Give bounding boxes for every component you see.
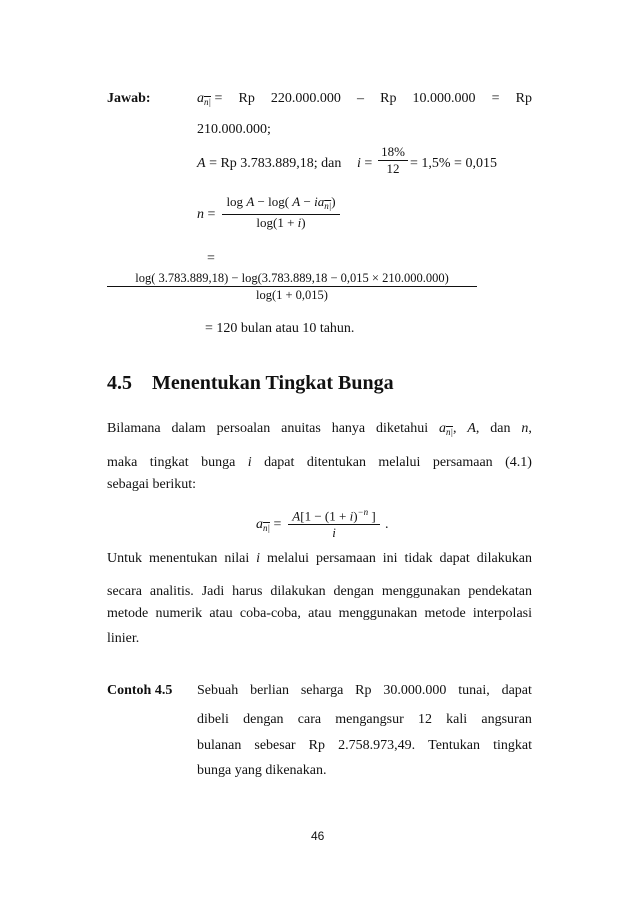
- A-value-line: A = Rp 3.783.889,18; dan: [197, 156, 342, 171]
- para2-line-4: linier.: [107, 631, 140, 646]
- para2-line-3: metode numerik atau coba-coba, atau menggunakan metode interpolasi: [107, 606, 532, 621]
- result-line: = 120 bulan atau 10 tahun.: [205, 321, 355, 336]
- formula-lhs: $a_{n|}$ =: [256, 517, 282, 533]
- intro-line-1: Bilamana dalam persoalan anuitas hanya diketahui $a_{n|}$, A, dan n,: [107, 421, 532, 437]
- annuity-symbol: $a_{n|}$ =: [197, 91, 223, 107]
- section-title: Menentukan Tingkat Bunga: [152, 372, 394, 394]
- i-eq: i =: [357, 156, 373, 171]
- formula-period: .: [385, 517, 389, 532]
- para2-line-1: Untuk menentukan nilai i melalui persamaan ini tidak dapat dilakukan: [107, 551, 532, 566]
- big-fraction: log( 3.783.889,18) − log(3.783.889,18 − 0,015 × 210.000.000) log(1 + 0,015): [107, 270, 477, 303]
- word: Rp: [515, 91, 532, 106]
- equals-sign: =: [207, 251, 215, 266]
- intro-line-2: maka tingkat bunga i dapat ditentukan melalui persamaan (4.1): [107, 455, 532, 470]
- section-number: 4.5: [107, 372, 132, 394]
- n-eq: n =: [197, 207, 216, 222]
- i-fraction: 18% 12: [378, 144, 408, 177]
- jawab-line-2: 210.000.000;: [197, 122, 271, 137]
- para2-line-2: secara analitis. Jadi harus dilakukan dengan menggunakan pendekatan: [107, 584, 532, 599]
- page-number: 46: [311, 829, 325, 843]
- word: –: [357, 91, 365, 106]
- formula-fraction: $A[1 - (1 + i)^{-n}$ ] i: [288, 504, 380, 541]
- intro-line-3: sebagai berikut:: [107, 477, 197, 492]
- word: =: [491, 91, 500, 106]
- word: Rp: [238, 91, 255, 106]
- contoh-label: Contoh 4.5: [107, 683, 173, 698]
- word: 10.000.000: [412, 91, 476, 106]
- contoh-line-2: dibeli dengan cara mengangsur 12 kali angsuran: [197, 712, 532, 727]
- contoh-line-3: bulanan sebesar Rp 2.758.973,49. Tentukan tingkat: [197, 738, 532, 753]
- word: Rp: [380, 91, 397, 106]
- word: 220.000.000: [270, 91, 341, 106]
- contoh-line-1: Sebuah berlian seharga Rp 30.000.000 tunai, dapat: [197, 683, 532, 698]
- jawab-label: Jawab:: [107, 91, 151, 106]
- i-result: = 1,5% = 0,015: [410, 156, 497, 171]
- jawab-line-1: [197, 90, 532, 111]
- contoh-line-4: bunga yang dikenakan.: [197, 763, 327, 778]
- n-fraction: log A − log( $A - ia_{n|}$) log(1 + i): [222, 194, 340, 231]
